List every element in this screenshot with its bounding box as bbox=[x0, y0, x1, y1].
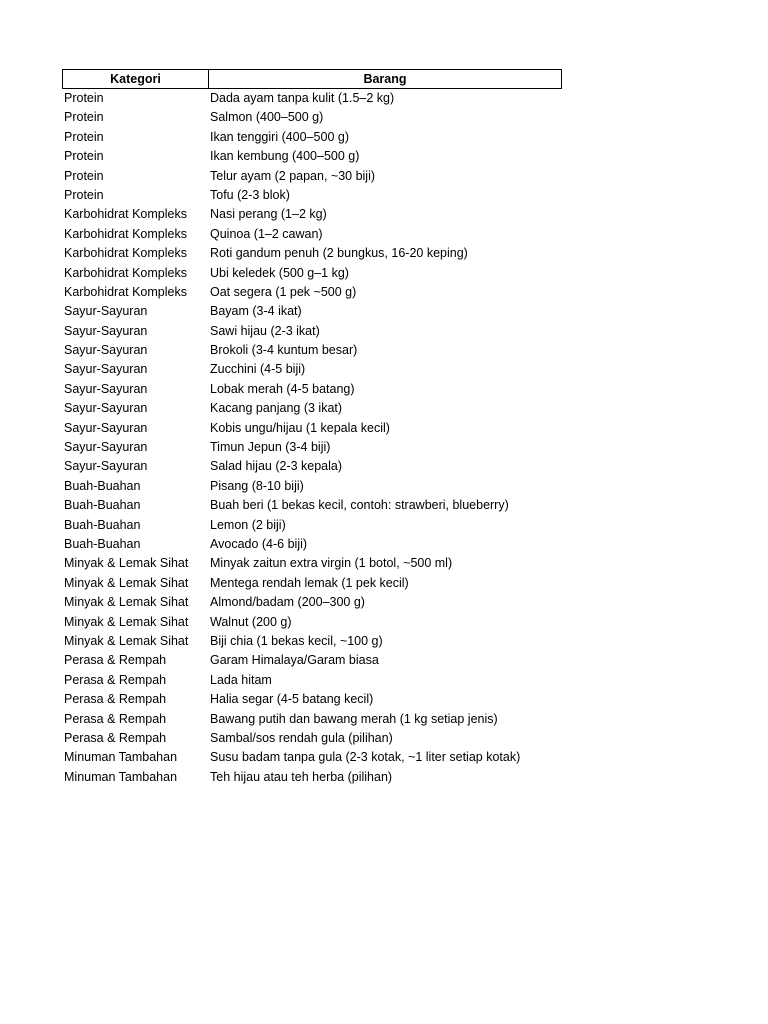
table-row bbox=[62, 360, 562, 379]
category-cell: Karbohidrat Kompleks bbox=[64, 226, 187, 241]
table-row bbox=[62, 438, 562, 457]
table-row bbox=[62, 283, 562, 302]
category-cell: Protein bbox=[64, 129, 104, 144]
category-cell: Karbohidrat Kompleks bbox=[64, 265, 187, 280]
category-cell: Minyak & Lemak Sihat bbox=[64, 556, 189, 571]
item-cell: Bawang putih dan bawang merah (1 kg setiap jenis) bbox=[210, 711, 498, 726]
item-cell: Kacang panjang (3 ikat) bbox=[210, 401, 343, 416]
item-cell: Halia segar (4-5 batang kecil) bbox=[210, 692, 374, 707]
item-cell: Telur ayam (2 papan, ~30 biji) bbox=[210, 168, 376, 183]
category-cell: Protein bbox=[64, 149, 104, 164]
table-row bbox=[62, 729, 562, 748]
item-cell: Tofu (2-3 blok) bbox=[210, 187, 290, 202]
table-row bbox=[62, 671, 562, 690]
item-cell: Ikan kembung (400–500 g) bbox=[210, 149, 360, 164]
table-row bbox=[62, 613, 562, 632]
item-cell: Dada ayam tanpa kulit (1.5–2 kg) bbox=[210, 91, 395, 105]
table-row bbox=[62, 225, 562, 244]
item-cell: Brokoli (3-4 kuntum besar) bbox=[210, 343, 358, 358]
item-cell: Zucchini (4-5 biji) bbox=[210, 362, 306, 377]
item-cell: Lada hitam bbox=[210, 672, 272, 687]
category-cell: Minuman Tambahan bbox=[64, 750, 178, 765]
table-row bbox=[62, 380, 562, 399]
table-row bbox=[62, 205, 562, 224]
table-row bbox=[62, 167, 562, 186]
category-cell: Protein bbox=[64, 91, 104, 105]
category-cell: Buah-Buahan bbox=[64, 517, 141, 532]
table-row bbox=[62, 322, 562, 341]
item-cell: Buah beri (1 bekas kecil, contoh: strawberi, blueberry) bbox=[210, 498, 509, 513]
table-row bbox=[62, 710, 562, 729]
table-row bbox=[62, 748, 562, 767]
item-cell: Lobak merah (4-5 batang) bbox=[210, 381, 355, 396]
table-row bbox=[62, 302, 562, 321]
item-cell: Pisang (8-10 biji) bbox=[210, 478, 304, 493]
category-cell: Sayur-Sayuran bbox=[64, 401, 148, 416]
category-cell: Sayur-Sayuran bbox=[64, 459, 148, 474]
category-cell: Buah-Buahan bbox=[64, 478, 141, 493]
item-cell: Quinoa (1–2 cawan) bbox=[210, 226, 323, 241]
category-cell: Protein bbox=[64, 168, 104, 183]
table-row bbox=[62, 128, 562, 147]
table-row bbox=[62, 535, 562, 554]
table-row bbox=[62, 574, 562, 593]
item-cell: Mentega rendah lemak (1 pek kecil) bbox=[210, 575, 409, 590]
table-row bbox=[62, 108, 562, 127]
item-cell: Roti gandum penuh (2 bungkus, 16-20 keping) bbox=[210, 246, 468, 261]
item-cell: Ikan tenggiri (400–500 g) bbox=[210, 129, 349, 144]
category-cell: Karbohidrat Kompleks bbox=[64, 207, 187, 222]
table-row bbox=[62, 768, 562, 787]
category-cell: Buah-Buahan bbox=[64, 498, 141, 513]
table-row bbox=[62, 593, 562, 612]
table-row bbox=[62, 399, 562, 418]
category-cell: Sayur-Sayuran bbox=[64, 440, 148, 455]
item-cell: Garam Himalaya/Garam biasa bbox=[210, 653, 379, 668]
table-row bbox=[62, 690, 562, 709]
category-cell: Perasa & Rempah bbox=[64, 730, 167, 745]
table-row bbox=[62, 496, 562, 515]
category-cell: Sayur-Sayuran bbox=[64, 381, 148, 396]
item-cell: Salad hijau (2-3 kepala) bbox=[210, 459, 343, 474]
table-row bbox=[62, 419, 562, 438]
table-row bbox=[62, 89, 562, 108]
item-cell: Bayam (3-4 ikat) bbox=[210, 304, 302, 319]
category-cell: Perasa & Rempah bbox=[64, 653, 167, 668]
category-cell: Minyak & Lemak Sihat bbox=[64, 575, 189, 590]
table-row bbox=[62, 147, 562, 166]
category-cell: Sayur-Sayuran bbox=[64, 343, 148, 358]
item-cell: Almond/badam (200–300 g) bbox=[210, 595, 365, 610]
item-cell: Walnut (200 g) bbox=[210, 614, 292, 629]
category-cell: Sayur-Sayuran bbox=[64, 420, 148, 435]
item-cell: Ubi keledek (500 g–1 kg) bbox=[210, 265, 349, 280]
table-header-row bbox=[62, 69, 562, 89]
table-body bbox=[62, 89, 562, 787]
category-cell: Minyak & Lemak Sihat bbox=[64, 614, 189, 629]
item-cell: Susu badam tanpa gula (2-3 kotak, ~1 liter setiap kotak) bbox=[210, 750, 521, 765]
header-category: Kategori bbox=[63, 70, 209, 88]
category-cell: Minuman Tambahan bbox=[64, 769, 178, 784]
grocery-table bbox=[62, 69, 562, 787]
table-row bbox=[62, 651, 562, 670]
table-row bbox=[62, 477, 562, 496]
item-cell: Biji chia (1 bekas kecil, ~100 g) bbox=[210, 633, 383, 648]
item-cell: Timun Jepun (3-4 biji) bbox=[210, 440, 331, 455]
category-cell: Karbohidrat Kompleks bbox=[64, 284, 187, 299]
item-cell: Sambal/sos rendah gula (pilihan) bbox=[210, 730, 393, 745]
category-cell: Sayur-Sayuran bbox=[64, 362, 148, 377]
table-row bbox=[62, 244, 562, 263]
item-cell: Minyak zaitun extra virgin (1 botol, ~500 ml) bbox=[210, 556, 453, 571]
category-cell: Buah-Buahan bbox=[64, 536, 141, 551]
table-row bbox=[62, 554, 562, 573]
category-cell: Perasa & Rempah bbox=[64, 711, 167, 726]
table-row bbox=[62, 632, 562, 651]
category-cell: Perasa & Rempah bbox=[64, 692, 167, 707]
category-cell: Minyak & Lemak Sihat bbox=[64, 633, 189, 648]
item-cell: Sawi hijau (2-3 ikat) bbox=[210, 323, 320, 338]
item-cell: Salmon (400–500 g) bbox=[210, 110, 324, 125]
item-cell: Oat segera (1 pek ~500 g) bbox=[210, 284, 357, 299]
header-item: Barang bbox=[363, 72, 407, 86]
category-cell: Protein bbox=[64, 187, 104, 202]
item-cell: Avocado (4-6 biji) bbox=[210, 536, 308, 551]
table-row bbox=[62, 186, 562, 205]
table-row bbox=[62, 516, 562, 535]
table-row bbox=[62, 457, 562, 476]
category-cell: Sayur-Sayuran bbox=[64, 304, 148, 319]
item-cell: Teh hijau atau teh herba (pilihan) bbox=[210, 769, 393, 784]
item-cell: Nasi perang (1–2 kg) bbox=[210, 207, 327, 222]
category-cell: Sayur-Sayuran bbox=[64, 323, 148, 338]
item-cell: Lemon (2 biji) bbox=[210, 517, 286, 532]
item-cell: Kobis ungu/hijau (1 kepala kecil) bbox=[210, 420, 390, 435]
table-row bbox=[62, 341, 562, 360]
table-row bbox=[62, 264, 562, 283]
category-cell: Protein bbox=[64, 110, 104, 125]
category-cell: Perasa & Rempah bbox=[64, 672, 167, 687]
category-cell: Minyak & Lemak Sihat bbox=[64, 595, 189, 610]
category-cell: Karbohidrat Kompleks bbox=[64, 246, 187, 261]
